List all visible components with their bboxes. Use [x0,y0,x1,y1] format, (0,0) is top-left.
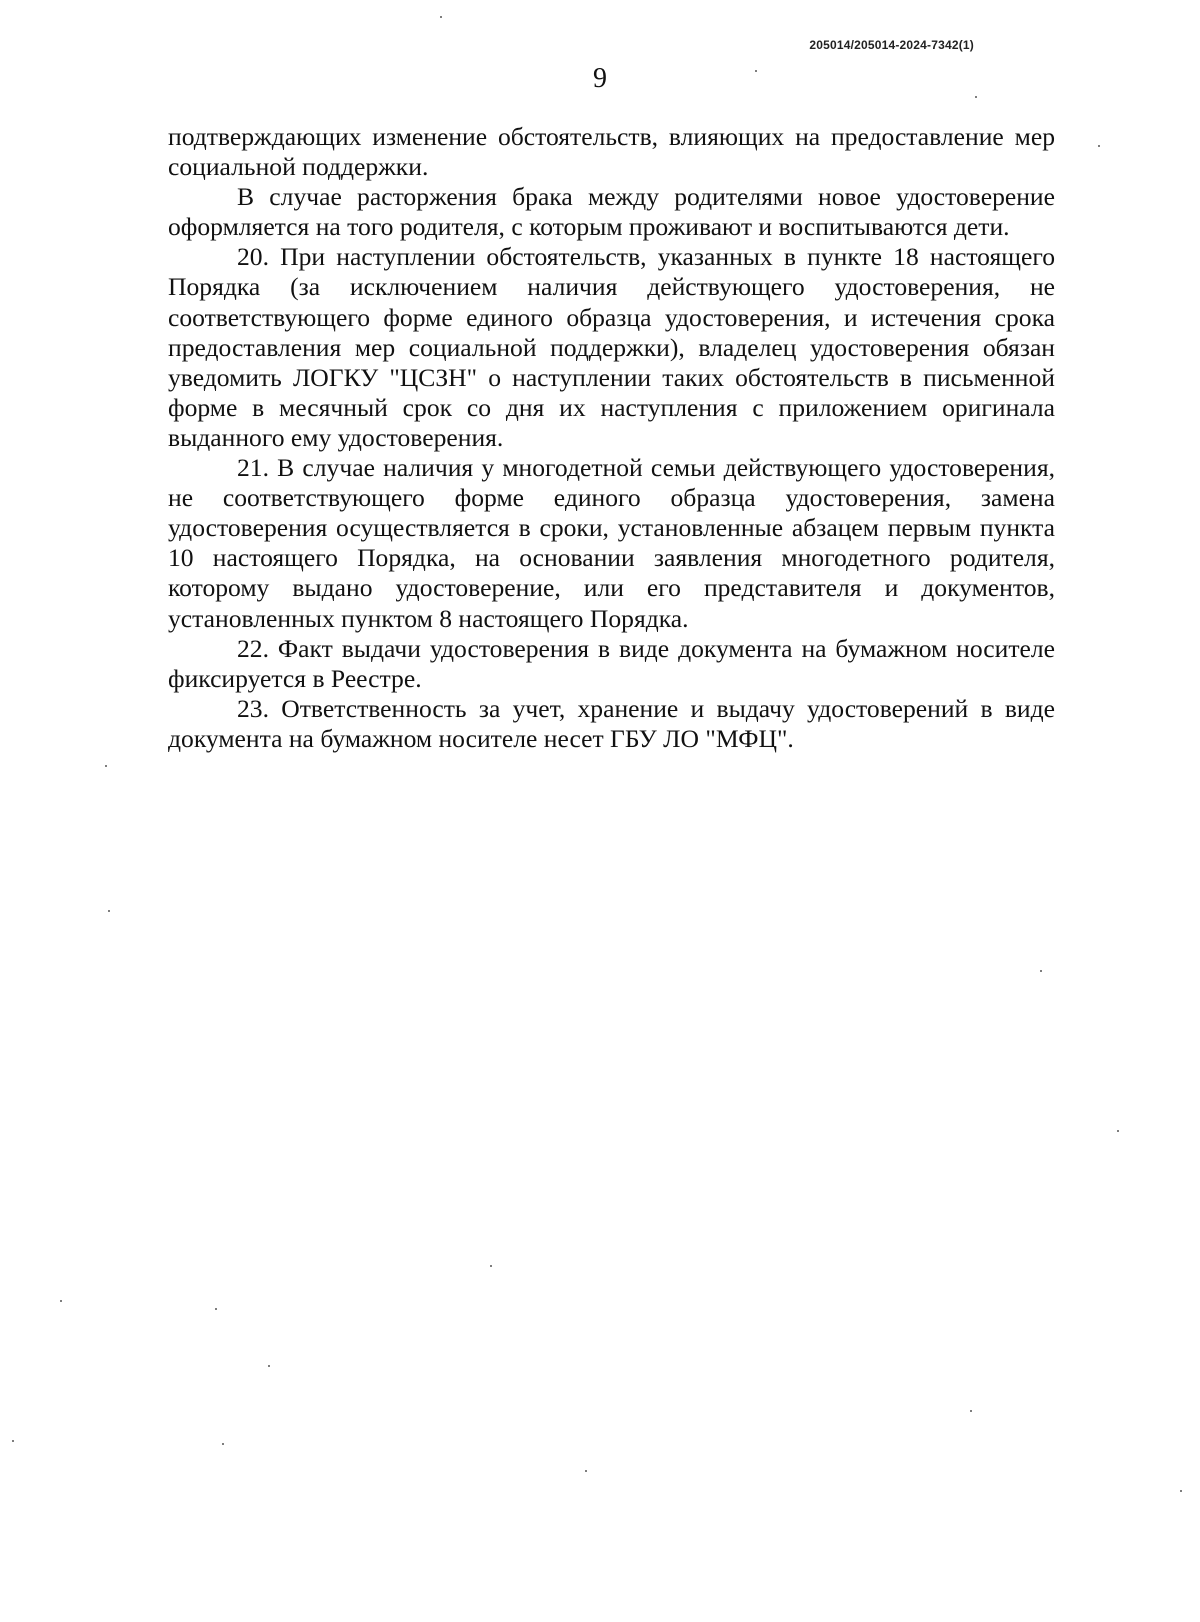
scan-speck [755,70,757,72]
paragraph-clause-22: 22. Факт выдачи удостоверения в виде документа на бумажном носителе фиксируется в Реестре. [168,633,1055,693]
scan-speck [215,1308,217,1310]
scan-speck [440,16,442,18]
scan-speck [1098,145,1100,147]
scan-speck [222,1443,224,1445]
scan-speck [1117,1130,1119,1132]
document-body [168,122,1055,754]
paragraph-clause-20: 20. При наступлении обстоятельств, указанных в пункте 18 настоящего Порядка (за исключением наличия действующего удостоверения, не соответствующего форме единого образца удостоверения, и истечения срока предоставления мер социальной поддержки), владелец удостоверения обязан уведомить ЛОГКУ "ЦСЗН" о наступлении таких обстоятельств в письменной форме в месячный срок со дня их наступления с приложением оригинала выданного ему удостоверения. [168,242,1055,452]
scan-speck [975,96,977,98]
scan-speck [490,1265,492,1267]
scan-speck [1180,1490,1182,1492]
scan-speck [585,1470,587,1472]
paragraph-clause-23: 23. Ответственность за учет, хранение и выдачу удостоверений в виде документа на бумажном носителе несет ГБУ ЛО "МФЦ". [168,693,1055,753]
scan-speck [60,1300,62,1302]
paragraph-clause-21: 21. В случае наличия у многодетной семьи действующего удостоверения, не соответствующего форме единого образца удостоверения, замена удостоверения осуществляется в сроки, установленные абзацем первым пункта 10 настоящего Порядка, на основании заявления многодетного родителя, которому выдано удостоверение, или его представителя и документов, установленных пунктом 8 настоящего Порядка. [168,453,1055,633]
paragraph-divorce: В случае расторжения брака между родителями новое удостоверение оформляется на того родителя, с которым проживают и воспитываются дети. [168,182,1055,242]
scan-speck [105,765,107,767]
scan-speck [268,1365,270,1367]
page-number: 9 [593,63,607,94]
scan-speck [12,1440,14,1442]
scan-speck [108,910,110,912]
paragraph-continuation: подтверждающих изменение обстоятельств, влияющих на предоставление мер социальной поддержки. [168,122,1055,182]
document-id: 205014/205014-2024-7342(1) [809,38,974,52]
scan-speck [1040,970,1042,972]
scan-speck [970,1410,972,1412]
